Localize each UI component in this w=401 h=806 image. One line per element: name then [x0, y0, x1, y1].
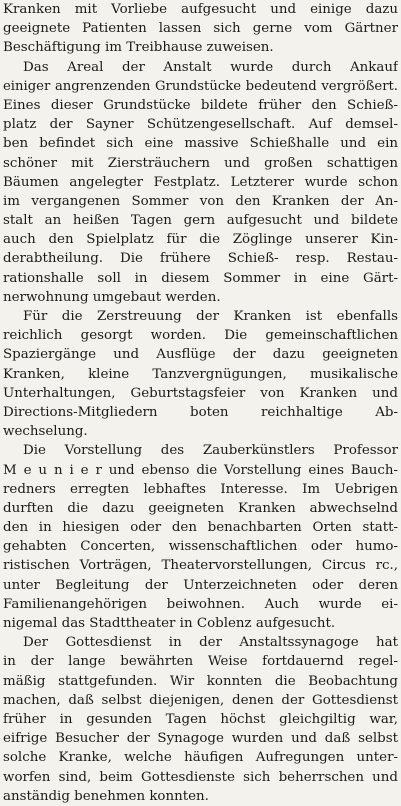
- text-line: Für die Zerstreuung der Kranken ist ebenfalls: [23, 309, 398, 324]
- text-line: Directions-Mitgliedern boten reichhaltige Ab-: [3, 404, 398, 420]
- paragraph: [3, 58, 398, 307]
- text-line: Beschäftigung im Treibhause zuweisen.: [3, 40, 274, 56]
- text-line: rationshalle soll in diesem Sommer in eine Gärt-: [3, 270, 398, 286]
- text-line: geeignete Patienten lassen sich gerne vom Gärtner: [3, 21, 398, 37]
- text-line: anständig benehmen konnten.: [3, 788, 209, 804]
- text-line: ristischen Vorträgen, Theatervorstellungen, Circus rc.,: [3, 558, 398, 574]
- text-line: reichlich gesorgt worden. Die gemeinschaftlichen: [3, 328, 398, 344]
- text-line: auch den Spielplatz für die Zöglinge unserer Kin-: [3, 232, 398, 248]
- paragraph: [3, 633, 398, 806]
- text-line: unter Begleitung der Unterzeichneten oder deren: [3, 577, 398, 593]
- text-line: im vergangenen Sommer von den Kranken der An-: [3, 193, 398, 209]
- text-line: eifrige Besucher der Synagoge wurden und daß selbst: [3, 731, 398, 747]
- text-line: machen, daß selbst diejenigen, denen der Gottesdienst: [3, 692, 398, 708]
- text-line: Familienangehörigen beiwohnen. Auch wurde ei-: [3, 596, 398, 612]
- text-line: M e u n i e r und ebenso die Vorstellung eines Bauch-: [3, 462, 398, 478]
- paragraph: [3, 441, 398, 633]
- text-line: Unterhaltungen, Geburtstagsfeier von Kranken und: [3, 385, 398, 401]
- text-line: mäßig stattgefunden. Wir konnten die Beobachtung: [3, 673, 398, 689]
- text-line: platz der Sayner Schützengesellschaft. Auf demsel-: [3, 117, 398, 133]
- text-line: Der Gottesdienst in der Anstaltssynagoge hat: [23, 635, 398, 651]
- text-line: stalt an heißen Tagen gern aufgesucht und bildete: [3, 213, 398, 229]
- text-line: schöner mit Ziersträuchern und großen schattigen: [3, 155, 398, 171]
- text-line: wechselung.: [3, 424, 88, 440]
- text-line: ben befindet sich eine massive Schießhalle und ein: [3, 136, 398, 152]
- text-line: nigemal das Stadttheater in Coblenz aufgesucht.: [3, 616, 336, 631]
- text-line: Eines dieser Grundstücke bildete früher den Schieß-: [3, 97, 398, 113]
- text-line: nerwohnung umgebaut werden.: [3, 289, 221, 305]
- text-line: einiger angrenzenden Grundstücke bedeutend vergrößert.: [3, 78, 398, 94]
- text-line: Spaziergänge und Ausflüge der dazu geeigneten: [3, 347, 398, 363]
- paragraph: [3, 0, 398, 58]
- text-line: den in hiesigen oder den benachbarten Orten statt-: [3, 520, 398, 536]
- text-line: Kranken, kleine Tanzvergnügungen, musikalische: [3, 366, 398, 382]
- text-line: durften die dazu geeigneten Kranken abwechselnd: [3, 500, 398, 516]
- text-line: worfen sind, beim Gottesdienste sich beherrschen und: [3, 769, 398, 785]
- text-line: Die Vorstellung des Zauberkünstlers Professor: [23, 443, 398, 459]
- document-page: [3, 0, 398, 804]
- text-line: früher in gesunden Tagen höchst gleichgiltig war,: [3, 711, 398, 727]
- paragraph: [3, 307, 398, 441]
- text-line: solche Kranke, welche häufigen Aufregungen unter-: [3, 750, 398, 766]
- text-line: Kranken mit Vorliebe aufgesucht und einige dazu: [3, 2, 398, 17]
- text-line: redners erregten lebhaftes Interesse. Im Uebrigen: [3, 481, 398, 497]
- text-line: derabtheilung. Die frühere Schieß- resp. Restau-: [3, 251, 398, 267]
- text-line: gehabten Concerten, wissenschaftlichen oder humo-: [3, 539, 398, 555]
- text-line: in der lange bewährten Weise fortdauernd regel-: [3, 654, 398, 670]
- text-line: Bäumen angelegter Festplatz. Letzterer wurde schon: [3, 174, 398, 190]
- text-line: Das Areal der Anstalt wurde durch Ankauf: [23, 59, 398, 75]
